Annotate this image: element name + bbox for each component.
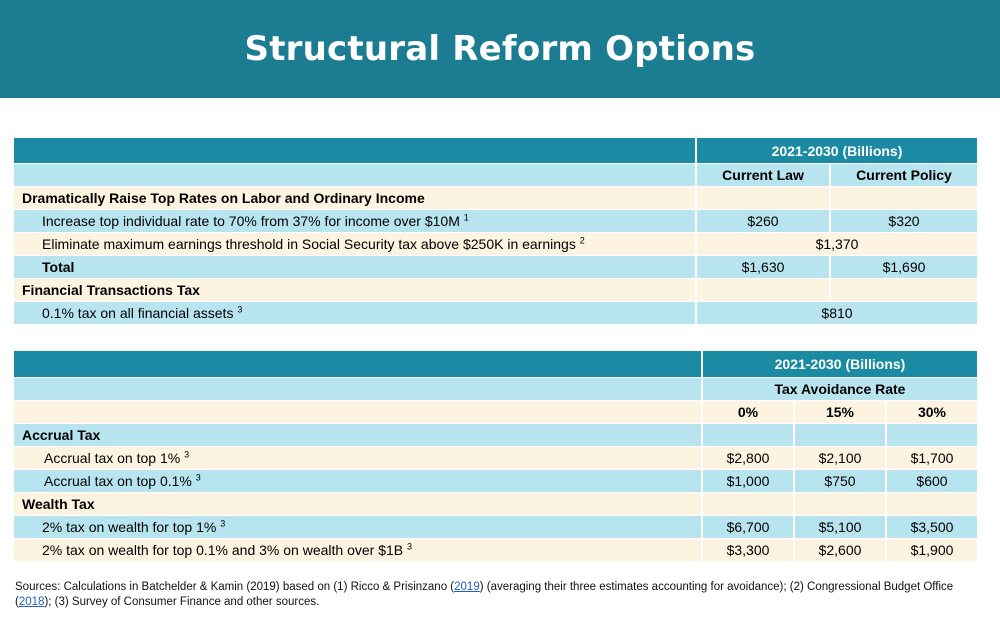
value-cell: $750 bbox=[795, 470, 887, 493]
rate-header-15: 15% bbox=[795, 401, 887, 424]
footnote-marker: 3 bbox=[195, 472, 201, 483]
row-label: 0.1% tax on all financial assets $^3$ bbox=[14, 302, 697, 325]
citation-link-2019[interactable]: 2019 bbox=[454, 581, 480, 593]
revenue-table-accrual-and-wealth bbox=[14, 351, 977, 562]
column-header-current-law: Current Law bbox=[697, 164, 831, 187]
section-label: Wealth Tax bbox=[14, 493, 703, 516]
value-cell: $810 bbox=[697, 302, 977, 325]
page-title: Structural Reform Options bbox=[244, 29, 756, 69]
value-cell: $2,600 bbox=[795, 539, 887, 562]
value-cell: $320 bbox=[831, 210, 977, 233]
table-row bbox=[14, 210, 977, 233]
row-label: Eliminate maximum earnings threshold in Social Security tax above $250K in earnings $^2$ bbox=[14, 233, 697, 256]
table-row bbox=[14, 516, 977, 539]
value-cell: $1,370 bbox=[697, 233, 977, 256]
value-cell: $600 bbox=[887, 470, 977, 493]
section-row bbox=[14, 424, 977, 447]
title-banner bbox=[0, 0, 1000, 98]
header-blank-cell bbox=[14, 138, 697, 164]
period-header: 2021-2030 (Billions) bbox=[697, 138, 977, 164]
section-row bbox=[14, 493, 977, 516]
table-row bbox=[14, 447, 977, 470]
section-row bbox=[14, 279, 977, 302]
value-cell: $1,700 bbox=[887, 447, 977, 470]
column-header-current-policy: Current Policy bbox=[831, 164, 977, 187]
row-label: 2% tax on wealth for top 1% $^3$ bbox=[14, 516, 703, 539]
value-cell: $2,100 bbox=[795, 447, 887, 470]
section-label: Financial Transactions Tax bbox=[14, 279, 697, 302]
revenue-table-income-and-transactions bbox=[14, 138, 977, 325]
tax-avoidance-rate-header: Tax Avoidance Rate bbox=[703, 378, 977, 401]
rate-header-30: 30% bbox=[887, 401, 977, 424]
footnote-marker: 3 bbox=[220, 518, 226, 529]
footnote-marker: 2 bbox=[579, 235, 585, 246]
row-label: 2% tax on wealth for top 0.1% and 3% on wealth over $1B $^3$ bbox=[14, 539, 703, 562]
row-label: Accrual tax on top 1% $^3$ bbox=[14, 447, 703, 470]
sources-footnote: Sources: Calculations in Batchelder & Kamin (2019) based on (1) Ricco & Prisinzano (2019) (averaging their three estimates accounting for avoidance); (2) Congressional Budget Office (2018); (3) Survey of Consumer Finance and other sources. bbox=[15, 581, 954, 608]
table-row bbox=[14, 233, 977, 256]
value-cell: $1,630 bbox=[697, 256, 831, 279]
value-cell: $6,700 bbox=[703, 516, 795, 539]
total-row bbox=[14, 256, 977, 279]
value-cell: $1,900 bbox=[887, 539, 977, 562]
row-label: Accrual tax on top 0.1% $^3$ bbox=[14, 470, 703, 493]
row-label: Increase top individual rate to 70% from 37% for income over $10M $^1$ bbox=[14, 210, 697, 233]
footnote-marker: 3 bbox=[184, 449, 190, 460]
subheader-row bbox=[14, 378, 977, 401]
table-row bbox=[14, 539, 977, 562]
value-cell: $3,500 bbox=[887, 516, 977, 539]
value-cell: $3,300 bbox=[703, 539, 795, 562]
value-cell: $260 bbox=[697, 210, 831, 233]
value-cell: $1,690 bbox=[831, 256, 977, 279]
table-row bbox=[14, 470, 977, 493]
row-label: Total bbox=[14, 256, 697, 279]
footnote-marker: 3 bbox=[407, 541, 413, 552]
column-header-row bbox=[14, 164, 977, 187]
rate-header-row bbox=[14, 401, 977, 424]
table-header-row bbox=[14, 351, 977, 378]
table-row bbox=[14, 302, 977, 325]
footnote-marker: 1 bbox=[463, 212, 469, 223]
rate-header-0: 0% bbox=[703, 401, 795, 424]
value-cell: $1,000 bbox=[703, 470, 795, 493]
value-cell: $5,100 bbox=[795, 516, 887, 539]
section-label: Dramatically Raise Top Rates on Labor and Ordinary Income bbox=[14, 187, 697, 210]
section-row bbox=[14, 187, 977, 210]
table-header-row bbox=[14, 138, 977, 164]
period-header: 2021-2030 (Billions) bbox=[703, 351, 977, 378]
section-label: Accrual Tax bbox=[14, 424, 703, 447]
footnote-marker: 3 bbox=[237, 304, 243, 315]
value-cell: $2,800 bbox=[703, 447, 795, 470]
citation-link-2018[interactable]: 2018 bbox=[18, 596, 45, 608]
